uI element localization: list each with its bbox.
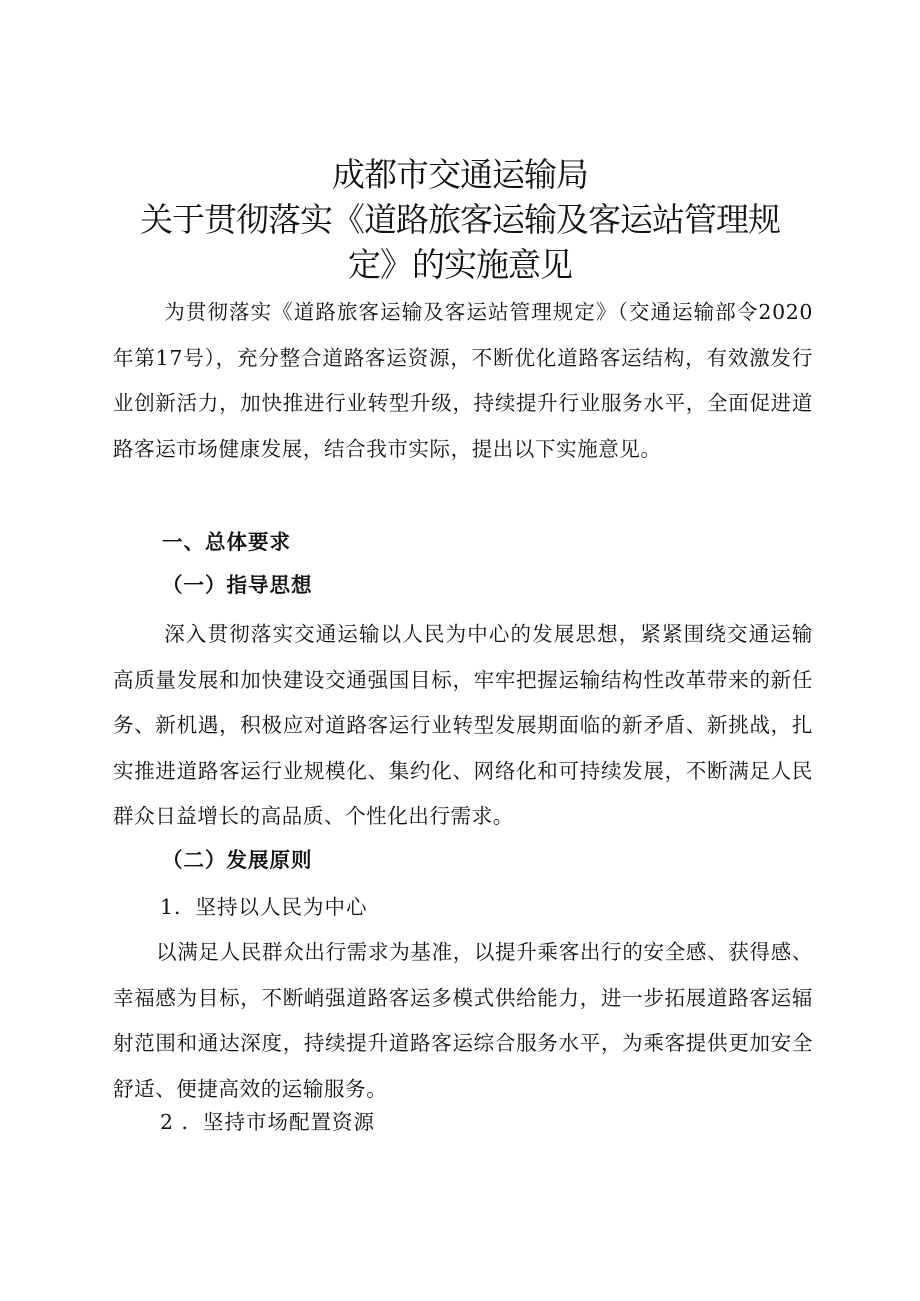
intro-paragraph: 为贯彻落实《道路旅客运输及客运站管理规定》（交通运输部令2020年第17号），充分整合道路客运资源，不断优化道路客运结构，有效激发行业创新活力，加快推进行业转型升级，持续提升行业服务水平，全面促进道路客运市场健康发展，结合我市实际，提出以下实施意见。 [113, 300, 813, 461]
guiding-ideology-paragraph: 深入贯彻落实交通运输以人民为中心的发展思想，紧紧围绕交通运输高质量发展和加快建设交通强国目标，牢牢把握运输结构性改革带来的新任务、新机遇，积极应对道路客运行业转型发展期面临的新矛盾、新挑战，扎实推进道路客运行业规模化、集约化、网络化和可持续发展，不断满足人民群众日益增长的高品质、个性化出行需求。 [113, 622, 813, 828]
document-title-line-1: 成都市交通运输局 [332, 155, 588, 194]
subsection-heading-development-principles: （二）发展原则 [162, 848, 313, 872]
document-title-line-2: 关于贯彻落实《道路旅客运输及客运站管理规 [140, 200, 780, 239]
principle-1-paragraph: 以满足人民群众出行需求为基准，以提升乘客出行的安全感、获得感、幸福感为目标，不断峭强道路客运多模式供给能力，进一步拓展道路客运辐射范围和通达深度，持续提升道路客运综合服务水平，为乘客提供更加安全舒适、便捷高效的运输服务。 [113, 940, 813, 1101]
principle-1-title: 1．坚持以人民为中心 [160, 895, 368, 919]
document-title-line-3: 定》的实施意见 [348, 245, 572, 284]
subsection-heading-guiding-ideology: （一）指导思想 [162, 573, 313, 597]
section-heading-general-requirements: 一、总体要求 [162, 530, 291, 554]
principle-2-title: 2 ．坚持市场配置资源 [160, 1110, 376, 1134]
